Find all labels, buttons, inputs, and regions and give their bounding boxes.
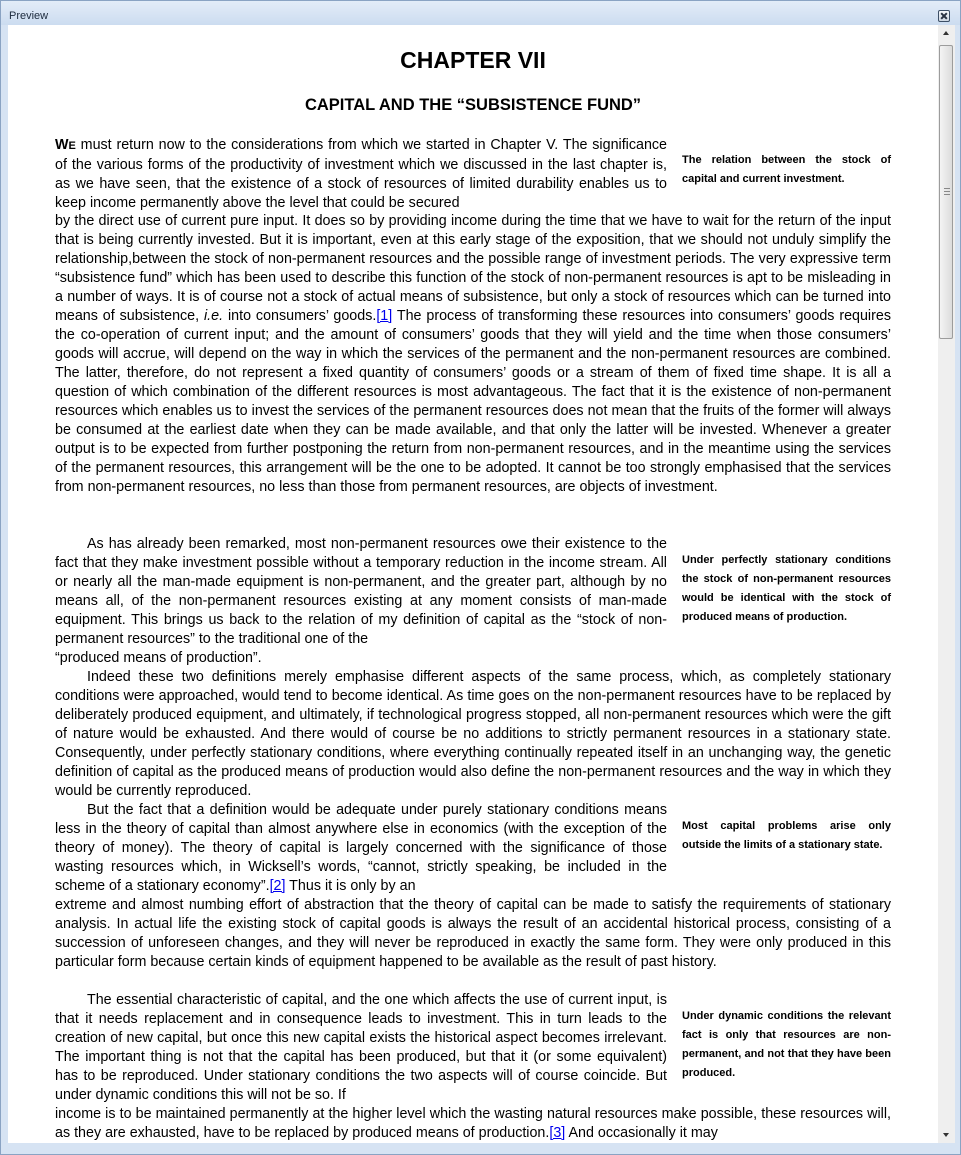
- footnote-link-2[interactable]: [2]: [269, 878, 286, 894]
- paragraph-1-body1: by the direct use of current pure input. It does so by providing income during the time that we have to wait for the return of the input that is being currently invested. But it is important, even at this early stage of the exposition, that we should not unduly simplify the relationship,between the stock of non-permanent resources and the possible range of investment periods. The very expressive term “subsistence fund” which has been used to describe this function of the stock of non-permanent resources is apt to be misleading in a number of ways. It is of course not a stock of actual means of subsistence, but only a stock of resources which can be turned into means of subsistence,: [55, 213, 891, 324]
- grip-line: [944, 188, 950, 189]
- drop-initial-rest: E: [68, 140, 76, 152]
- paragraph-5-tail-end: And occasionally it may: [565, 1125, 718, 1141]
- paragraph-4-tail: extreme and almost numbing effort of abstraction that the theory of capital can be made to satisfy the requirements of stationary analysis. In actual life the existing stock of capital goods is always the result of an accidental historical process, consisting of a succession of unforeseen changes, and they will never be reproduced in exactly the same form. They were only produced in this particular form because certain kinds of equipment happened to be available as the result of past history.: [55, 897, 891, 970]
- paragraph-1-body: [55, 212, 891, 497]
- paragraph-5-tail-text: income is to be maintained permanently at the higher level which the wasting natural resources make possible, these resources will, as they are exhausted, have to be replaced by produced means of production.: [55, 1106, 891, 1141]
- document-view[interactable]: [8, 25, 938, 1143]
- footnote-link-3[interactable]: [3]: [549, 1125, 566, 1141]
- paragraph-5-lead: The essential characteristic of capital, and the one which affects the use of current input, is that it needs replacement and in consequence leads to investment. This in turn leads to the creation of new capital, but once this new capital exists the historical aspect becomes irrelevant. The important thing is not that the capital has been produced, but that it (or some equivalent) has to be reproduced. Under stationary conditions the two aspects will of course coincide. But under dynamic conditions this will not be so. If: [55, 992, 667, 1103]
- ie-italic: i.e.: [204, 308, 224, 324]
- close-icon[interactable]: [938, 10, 950, 22]
- paragraph-1-body2: into consumers’ goods.: [223, 308, 377, 324]
- paragraph-4-lead-end: Thus it is only by an: [285, 878, 416, 894]
- vertical-scrollbar[interactable]: [938, 25, 955, 1143]
- sidenote-2: Under perfectly stationary conditions the stock of non-permanent resources would be identical with the stock of produced means of production.: [682, 554, 891, 623]
- paragraph-4-lead-text: But the fact that a definition would be adequate under purely stationary conditions means less in the theory of capital than almost anywhere else in economics (with the exception of the theory of money). The theory of capital is largely concerned with the significance of those wasting resources which, in Wicksell’s words, “cannot, strictly speaking, be included in the scheme of a stationary economy”.: [55, 802, 667, 894]
- drop-initial: W: [55, 137, 69, 153]
- scroll-thumb[interactable]: [939, 45, 953, 339]
- paragraph-3: Indeed these two definitions merely emphasise different aspects of the same process, which, as completely stationary conditions were approached, would tend to become identical. As time goes on the non-permanent resources have to be replaced by deliberately produced equipment, and ultimately, if technological progress stopped, all non-permanent resources which were the gift of nature would be exhausted. And there would of course be no additions to strictly permanent resources in a stationary state. Consequently, under perfectly stationary conditions, where everything continually repeated itself in an unchanging way, the genetic definition of capital as the produced means of production would also define the non-permanent resources and the way in which they would be currently reproduced.: [55, 669, 891, 799]
- footnote-link-1[interactable]: [1]: [376, 308, 393, 324]
- chapter-heading: CHAPTER VII: [400, 47, 546, 73]
- sidenote-4: Under dynamic conditions the relevant fact is only that resources are non-permanent, and not that they have been produced.: [682, 1010, 891, 1079]
- scroll-up-icon[interactable]: [938, 25, 955, 42]
- title-bar[interactable]: [1, 1, 960, 25]
- paragraph-2-lead: As has already been remarked, most non-permanent resources owe their existence to the fact that they make investment possible without a temporary reduction in the income stream. All or nearly all the man-made equipment is non-permanent, and the greater part, although by no means all, of the non-permanent resources existing at any moment consists of man-made equipment. This brings us back to the relation of my definition of capital as the “stock of non-permanent resources” to the traditional one of the: [55, 536, 667, 647]
- sidenote-3: Most capital problems arise only outside the limits of a stationary state.: [682, 820, 891, 851]
- chapter-title: CAPITAL AND THE “SUBSISTENCE FUND”: [304, 96, 642, 114]
- paragraph-1-lead: [55, 136, 667, 213]
- grip-line: [944, 191, 950, 192]
- grip-line: [944, 194, 950, 195]
- paragraph-2-tail: “produced means of production”.: [55, 650, 262, 666]
- paragraph-1-body3: The process of transforming these resources into consumers’ goods requires the co-operation of current input; and the amount of consumers’ goods that they will yield and the time when those consumers’ goods will accrue, will depend on the way in which the services of the permanent and the non-permanent resources are combined. The latter, therefore, do not represent a fixed quantity of consumers’ goods or a stream of them of fixed time shape. It is all a question of which combination of the different resources is most advantageous. The fact that it is the existence of non-permanent resources which enables us to invest the services of the permanent resources does not mean that the fruits of the former will always be consumed at the earliest date when they can be made available, and that only the latter will be invested. Whenever a greater output is to be expected from further postponing the return from non-permanent resources, and in the meantime using the services of the permanent resources, this arrangement will be the one to be adopted. It cannot be too strongly emphasised that the services from non-permanent resources, no less than those from permanent resources, are objects of investment.: [55, 308, 891, 495]
- scroll-down-icon[interactable]: [938, 1126, 955, 1143]
- paragraph-4-lead: [55, 801, 667, 896]
- paragraph-1-lead-text: must return now to the considerations from which we started in Chapter V. The significance of the various forms of the productivity of investment which we discussed in the last chapter is, as we have seen, that the existence of a stock of resources of limited durability enables us to keep income permanently above the level that could be secured: [55, 137, 667, 211]
- window-title: Preview: [9, 10, 49, 22]
- paragraph-5-tail: [55, 1105, 891, 1143]
- sidenote-1: The relation between the stock of capital and current investment.: [682, 154, 891, 185]
